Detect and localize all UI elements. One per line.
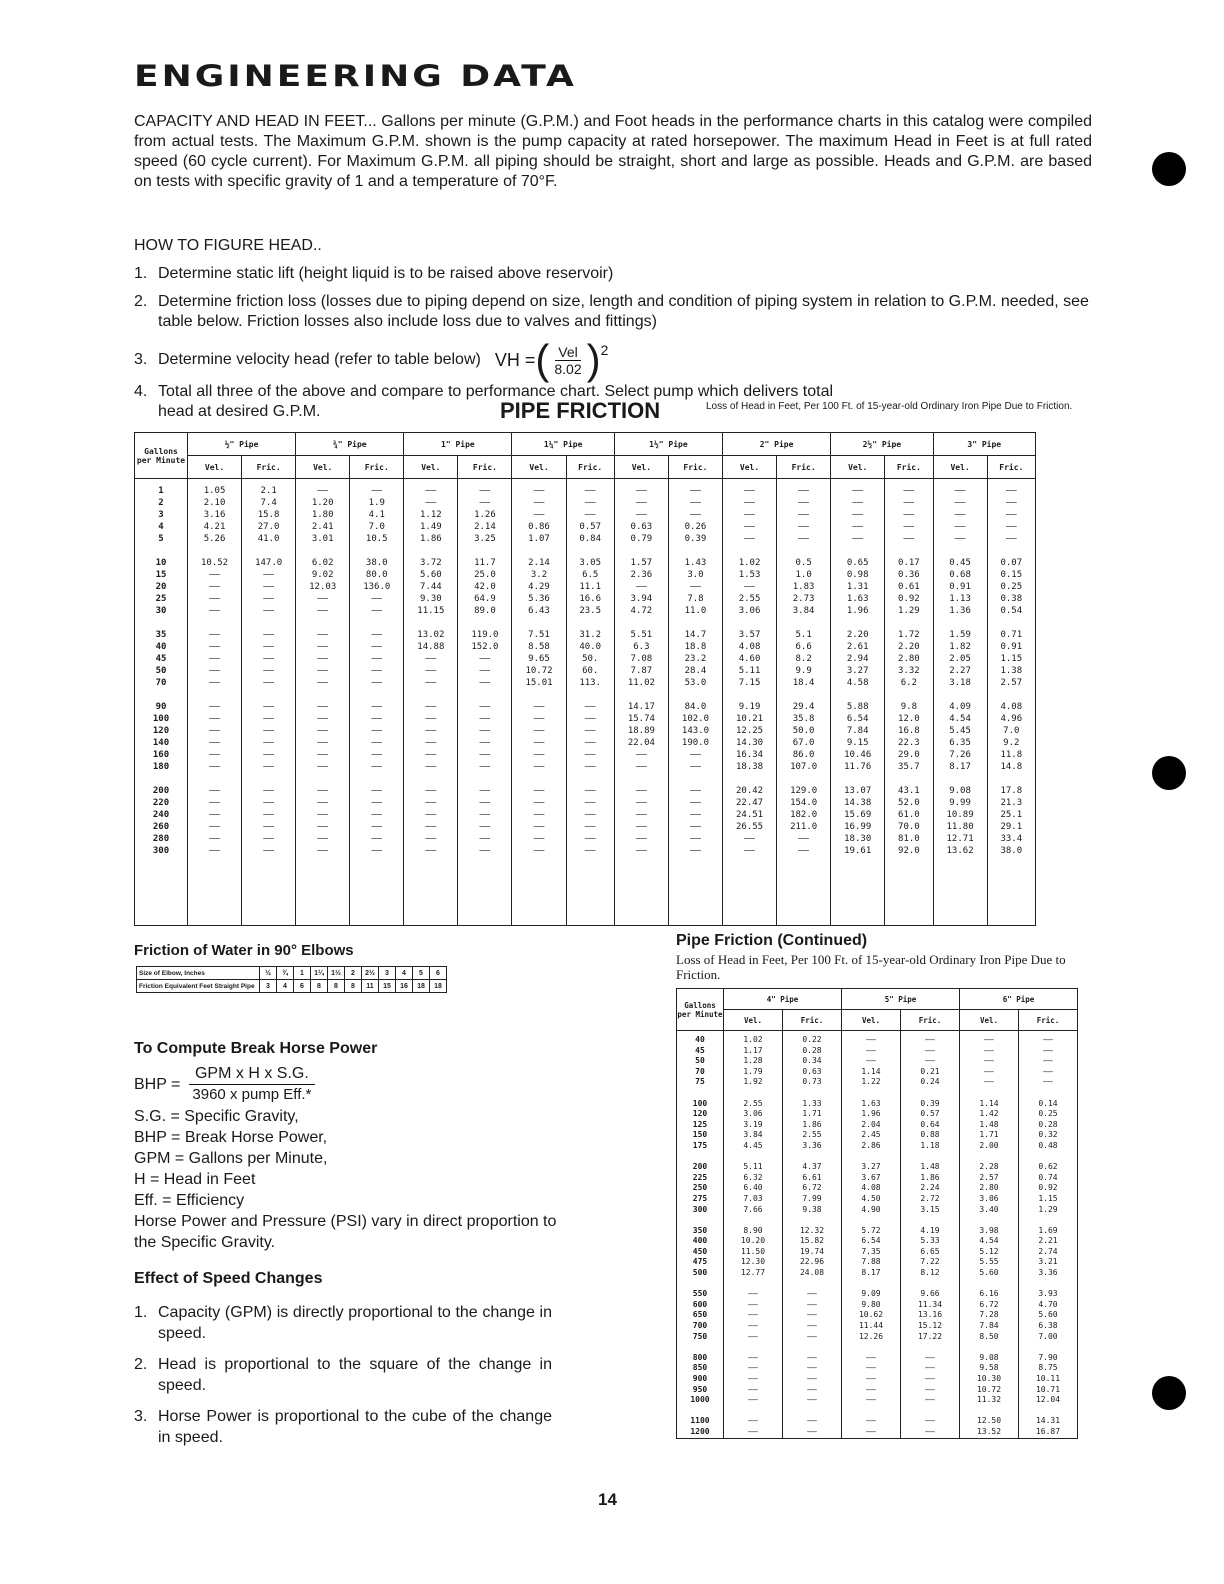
pipe-friction-title: PIPE FRICTION: [500, 398, 661, 423]
fraction-denominator: 8.02: [554, 360, 582, 377]
step-number: 3.: [134, 351, 148, 368]
table-column: [901, 1031, 960, 1439]
fric-header: Fric.: [242, 456, 296, 479]
table-column: [668, 479, 722, 926]
elbow-equiv-label: Friction Equivalent Feet Straight Pipe: [137, 980, 260, 993]
table-column: [242, 479, 296, 926]
fric-header: Fric.: [350, 456, 404, 479]
gpm-header: Gallons per Minute: [677, 989, 724, 1031]
pipe-friction-continued-title: Pipe Friction (Continued): [676, 932, 868, 949]
exponent: 2: [600, 342, 609, 358]
column-values: —— —— —— —— —— 0.45 0.68 0.91 1.13 1.36 1.59 1.82 2.05 2.27 3.18 4.09 4.54 5.45 6.35 7.26 8.17 9.08 9.99 10.89 11.80 12.71 13.62: [946, 486, 974, 856]
gpm-column: [677, 1031, 724, 1439]
column-values: —— —— —— —— —— 0.07 0.15 0.25 0.38 0.54 0.71 0.91 1.15 1.38 2.57 4.08 4.96 7.0 9.2 11.8 14.8 17.8 21.3 25.1 29.1 33.4 38.0: [1000, 486, 1023, 856]
step-2: [134, 292, 1094, 332]
bhp-section: [134, 1062, 574, 1253]
fric-header: Fric.: [987, 456, 1035, 479]
gpm-column: [135, 479, 188, 926]
fric-header: Fric.: [901, 1010, 960, 1031]
table-column: [566, 479, 614, 926]
gpm-values: 1 2 3 4 5 10 15 20 25 30 35 40 45 50 70 90 100 120 140 160 180 200 220 240 260 280 300: [152, 486, 170, 856]
vel-header: Vel.: [831, 456, 885, 479]
vel-header: Vel.: [296, 456, 350, 479]
intro-paragraph: CAPACITY AND HEAD IN FEET... Gallons per minute (G.P.M.) and Foot heads in the performance charts in this catalog were compiled from actual tests. The Maximum G.P.M. shown is the pump capacity at rated horsepower. The maximum Head in Feet is at full rated speed (60 cycle current). For Maximum G.P.M. all piping should be straight, short and large as possible. Heads and G.P.M. are based on tests with specific gravity of 1 and a temperature of 70°F.: [134, 113, 1092, 190]
elbow-equiv: 11: [362, 980, 379, 993]
table-column: [458, 479, 512, 926]
column-values: —— —— —— —— —— 1.02 1.53 —— 2.55 3.06 3.57 4.08 4.60 5.11 7.15 9.19 10.21 12.25 14.30 16.34 18.38 20.42 22.47 24.51 26.55 —— ——: [735, 486, 764, 856]
elbow-equiv: 8: [328, 980, 345, 993]
table-column: [614, 479, 668, 926]
column-values: —— —— —— 0.21 0.24 0.39 0.57 0.64 0.88 1.18 1.48 1.86 2.24 2.72 3.15 4.19 5.33 6.65 7.22 8.12 9.66 11.34 13.16 15.12 17.22 —— —— —— —— —— —— ——: [917, 1035, 943, 1436]
elbow-equiv: 3: [260, 980, 277, 993]
elbow-friction-title: Friction of Water in 90° Elbows: [134, 942, 354, 959]
elbow-equiv: 16: [396, 980, 413, 993]
pipe-header: 4" Pipe: [724, 989, 842, 1010]
fric-header: Fric.: [458, 456, 512, 479]
elbow-size: ¾: [277, 967, 294, 980]
vel-header: Vel.: [842, 1010, 901, 1031]
bhp-note: Horse Power and Pressure (PSI) vary in direct proportion to the Specific Gravity.: [134, 1213, 557, 1251]
column-values: —— —— —— 0.26 0.39 1.43 3.0 —— 7.8 11.0 14.7 18.8 23.2 28.4 53.0 84.0 102.0 143.0 190.0 —— —— —— —— —— —— —— ——: [681, 486, 709, 856]
elbow-equiv: 6: [294, 980, 311, 993]
elbow-size: 1: [294, 967, 311, 980]
pipe-header: 3" Pipe: [933, 433, 1035, 456]
column-values: 1.05 2.10 3.16 4.21 5.26 10.52 —— —— —— —— —— —— —— —— —— —— —— —— —— —— —— —— —— —— —— —— ——: [200, 486, 229, 856]
elbow-equiv: 4: [277, 980, 294, 993]
column-values: —— —— —— —— —— 0.17 0.36 0.61 0.92 1.29 1.72 2.20 2.80 3.32 6.2 9.8 12.0 16.8 22.3 29.0 35.7 43.1 52.0 61.0 70.0 81.0 92.0: [898, 486, 920, 856]
pipe-header: ½" Pipe: [188, 433, 296, 456]
vel-header: Vel.: [512, 456, 566, 479]
bhp-fraction: [186, 1064, 317, 1105]
elbow-equiv: 18: [413, 980, 430, 993]
fraction-numerator: Vel: [555, 344, 580, 361]
vel-header: Vel.: [404, 456, 458, 479]
vel-header: Vel.: [724, 1010, 783, 1031]
column-values: —— —— —— —— —— 1.14 1.42 1.48 1.71 2.00 2.28 2.57 2.80 3.06 3.40 3.98 4.54 5.12 5.55 5.60 6.16 6.72 7.28 7.84 8.50 9.08 9.58 10.30 10.72 11.32 12.50 13.52: [976, 1035, 1002, 1436]
pipe-friction-table: [134, 432, 1036, 926]
table-column: [350, 479, 404, 926]
list-item: [134, 1354, 552, 1396]
step-number: 4.: [134, 383, 148, 400]
table-column: [188, 479, 242, 926]
table-column: [831, 479, 885, 926]
speed-changes-list: [134, 1302, 552, 1458]
item-number: 2.: [134, 1356, 148, 1373]
pipe-friction-continued-table: [676, 988, 1078, 1439]
pipe-header: 5" Pipe: [842, 989, 960, 1010]
gpm-values: 40 45 50 70 75 100 120 125 150 175 200 225 250 275 300 350 400 450 475 500 550 600 650 700 750 800 850 900 950 1000 1100 1200: [690, 1035, 710, 1436]
fric-header: Fric.: [668, 456, 722, 479]
velocity-head-lhs: VH =: [494, 350, 536, 370]
binder-hole-bottom: [1152, 1376, 1186, 1410]
pipe-friction-note: Loss of Head in Feet, Per 100 Ft. of 15-year-old Ordinary Iron Pipe Due to Friction.: [706, 401, 1073, 412]
table-column: [1019, 1031, 1078, 1439]
table-column: [987, 479, 1035, 926]
step-text: Determine velocity head (refer to table below): [158, 351, 481, 368]
elbow-equiv: 8: [311, 980, 328, 993]
pipe-header: 1" Pipe: [404, 433, 512, 456]
column-values: 1.02 1.17 1.28 1.79 1.92 2.55 3.06 3.19 3.84 4.45 5.11 6.32 6.40 7.03 7.66 8.90 10.20 11.50 12.30 12.77 —— —— —— —— —— —— —— —— —— —— —— ——: [740, 1035, 766, 1436]
column-values: —— —— 1.12 1.49 1.86 3.72 5.60 7.44 9.30 11.15 13.02 14.88 —— —— —— —— —— —— —— —— —— —— —— —— —— —— ——: [417, 486, 445, 856]
elbow-equiv: 8: [345, 980, 362, 993]
bhp-numerator: GPM x H x S.G.: [189, 1064, 315, 1085]
elbow-size: 3: [379, 967, 396, 980]
list-item: [134, 1302, 552, 1344]
elbow-equiv: 15: [379, 980, 396, 993]
bhp-denominator: 3960 x pump Eff.*: [192, 1085, 312, 1103]
pipe-header: 2½" Pipe: [831, 433, 933, 456]
column-values: —— —— —— 0.86 1.07 2.14 3.2 4.29 5.36 6.43 7.51 8.58 9.65 10.72 15.01 —— —— —— —— —— —— —— —— —— —— —— ——: [525, 486, 553, 856]
gpm-header: Gallons per Minute: [135, 433, 188, 479]
table-column: [512, 479, 566, 926]
step-number: 2.: [134, 293, 148, 310]
fric-header: Fric.: [1019, 1010, 1078, 1031]
bhp-lhs: BHP =: [134, 1075, 181, 1093]
item-text: Horse Power is proportional to the cube of the change in speed.: [158, 1408, 552, 1446]
definition: BHP = Break Horse Power,: [134, 1129, 328, 1146]
step-text: Total all three of the above and compare to performance chart. Select pump which delivers total head at desired G.P.M.: [158, 383, 834, 420]
table-column: [777, 479, 831, 926]
column-values: —— —— —— —— —— 0.65 0.98 1.31 1.63 1.96 2.20 2.61 2.94 3.27 4.58 5.88 6.54 7.84 9.15 10.46 11.76 13.07 14.38 15.69 16.99 18.30 19.61: [844, 486, 872, 856]
column-values: —— 1.9 4.1 7.0 10.5 38.0 80.0 136.0 —— —— —— —— —— —— —— —— —— —— —— —— —— —— —— —— —— —— ——: [363, 486, 391, 856]
list-item: [134, 1406, 552, 1448]
elbow-size-label: Size of Elbow, Inches: [137, 967, 260, 980]
item-text: Capacity (GPM) is directly proportional to the change in speed.: [158, 1304, 552, 1342]
step-text: Determine friction loss (losses due to piping depend on size, length and condition of piping system in relation to G.P.M. needed, see table below. Friction losses also include loss due to valves and fittings): [158, 293, 1089, 330]
table-column: [404, 479, 458, 926]
column-values: —— —— 1.26 2.14 3.25 11.7 25.0 42.0 64.9 89.0 119.0 152.0 —— —— —— —— —— —— —— —— —— —— —— —— —— —— ——: [471, 486, 499, 856]
pipe-header: ¾" Pipe: [296, 433, 404, 456]
elbow-size: 6: [430, 967, 447, 980]
step-1: [134, 264, 1094, 284]
bhp-formula: [134, 1062, 574, 1106]
column-values: —— 1.20 1.80 2.41 3.01 6.02 9.02 12.03 —— —— —— —— —— —— —— —— —— —— —— —— —— —— —— —— —— —— ——: [309, 486, 337, 856]
column-values: —— —— —— 0.63 0.79 1.57 2.36 —— 3.94 4.72 5.51 6.3 7.08 7.87 11.02 14.17 15.74 18.89 22.04 —— —— —— —— —— —— —— ——: [627, 486, 655, 856]
column-values: —— —— —— —— —— 0.5 1.0 1.83 2.73 3.84 5.1 6.6 8.2 9.9 18.4 29.4 35.8 50.0 67.0 86.0 107.0 129.0 154.0 182.0 211.0 —— ——: [790, 486, 818, 856]
column-values: 0.22 0.28 0.34 0.63 0.73 1.33 1.71 1.86 2.55 3.36 4.37 6.61 6.72 7.99 9.38 12.32 15.82 19.74 22.96 24.08 —— —— —— —— —— —— —— —— —— —— —— ——: [799, 1035, 825, 1436]
item-text: Head is proportional to the square of the change in speed.: [158, 1356, 552, 1394]
velocity-head-fraction: [551, 344, 584, 377]
item-number: 1.: [134, 1304, 148, 1321]
table-column: [885, 479, 933, 926]
elbow-size: 2: [345, 967, 362, 980]
step-number: 1.: [134, 265, 148, 282]
pipe-header: 1¼" Pipe: [512, 433, 614, 456]
table-column: [723, 479, 777, 926]
vel-header: Vel.: [614, 456, 668, 479]
elbow-size: ½: [260, 967, 277, 980]
paren-open: (: [535, 336, 550, 383]
fric-header: Fric.: [783, 1010, 842, 1031]
vel-header: Vel.: [723, 456, 777, 479]
item-number: 3.: [134, 1408, 148, 1425]
pipe-header: 2" Pipe: [723, 433, 831, 456]
pipe-header: 1½" Pipe: [614, 433, 722, 456]
pipe-friction-continued-note: Loss of Head in Feet, Per 100 Ft. of 15-year-old Ordinary Iron Pipe Due to Friction.: [676, 952, 1066, 982]
elbow-size: 1¼: [311, 967, 328, 980]
how-to-heading: HOW TO FIGURE HEAD..: [134, 237, 322, 254]
definition: GPM = Gallons per Minute,: [134, 1150, 328, 1167]
column-values: —— —— —— 1.14 1.22 1.63 1.96 2.04 2.45 2.86 3.27 3.67 4.08 4.50 4.90 5.72 6.54 7.35 7.88 8.17 9.09 9.80 10.62 11.44 12.26 —— —— —— —— —— —— ——: [858, 1035, 884, 1436]
fric-header: Fric.: [885, 456, 933, 479]
vel-header: Vel.: [960, 1010, 1019, 1031]
definition: H = Head in Feet: [134, 1171, 256, 1188]
column-values: —— —— —— 0.57 0.84 3.05 6.5 11.1 16.6 23.5 31.2 40.0 50. 60. 113. —— —— —— —— —— —— —— —— —— —— —— ——: [579, 486, 602, 856]
column-values: —— —— —— —— —— 0.14 0.25 0.28 0.32 0.48 0.62 0.74 0.92 1.15 1.29 1.69 2.21 2.74 3.21 3.36 3.93 4.70 5.60 6.38 7.00 7.90 8.75 10.11 10.71 12.04 14.31 16.87: [1035, 1035, 1061, 1436]
table-column: [724, 1031, 783, 1439]
fric-header: Fric.: [566, 456, 614, 479]
elbow-friction-table: [136, 966, 447, 993]
step-text: Determine static lift (height liquid is to be raised above reservoir): [158, 265, 614, 282]
definition: Eff. = Efficiency: [134, 1192, 245, 1209]
bhp-title: To Compute Break Horse Power: [134, 1040, 378, 1057]
binder-hole-middle: [1152, 756, 1186, 790]
pipe-header: 6" Pipe: [960, 989, 1078, 1010]
elbow-size: 5: [413, 967, 430, 980]
binder-hole-top: [1152, 152, 1186, 186]
definition: S.G. = Specific Gravity,: [134, 1108, 299, 1125]
vel-header: Vel.: [188, 456, 242, 479]
elbow-equiv: 18: [430, 980, 447, 993]
elbow-size: 2½: [362, 967, 379, 980]
page-number: 14: [598, 1490, 617, 1509]
speed-changes-title: Effect of Speed Changes: [134, 1270, 323, 1287]
table-column: [960, 1031, 1019, 1439]
table-column: [296, 479, 350, 926]
table-column: [783, 1031, 842, 1439]
table-column: [842, 1031, 901, 1439]
elbow-size: 1½: [328, 967, 345, 980]
page-title: ENGINEERING DATA: [134, 60, 577, 94]
paren-close: ): [586, 336, 601, 383]
step-3: [134, 336, 1094, 383]
vel-header: Vel.: [933, 456, 987, 479]
table-column: [933, 479, 987, 926]
elbow-size: 4: [396, 967, 413, 980]
fric-header: Fric.: [777, 456, 831, 479]
column-values: 2.1 7.4 15.8 27.0 41.0 147.0 —— —— —— —— —— —— —— —— —— —— —— —— —— —— —— —— —— —— —— —— ——: [255, 486, 283, 856]
